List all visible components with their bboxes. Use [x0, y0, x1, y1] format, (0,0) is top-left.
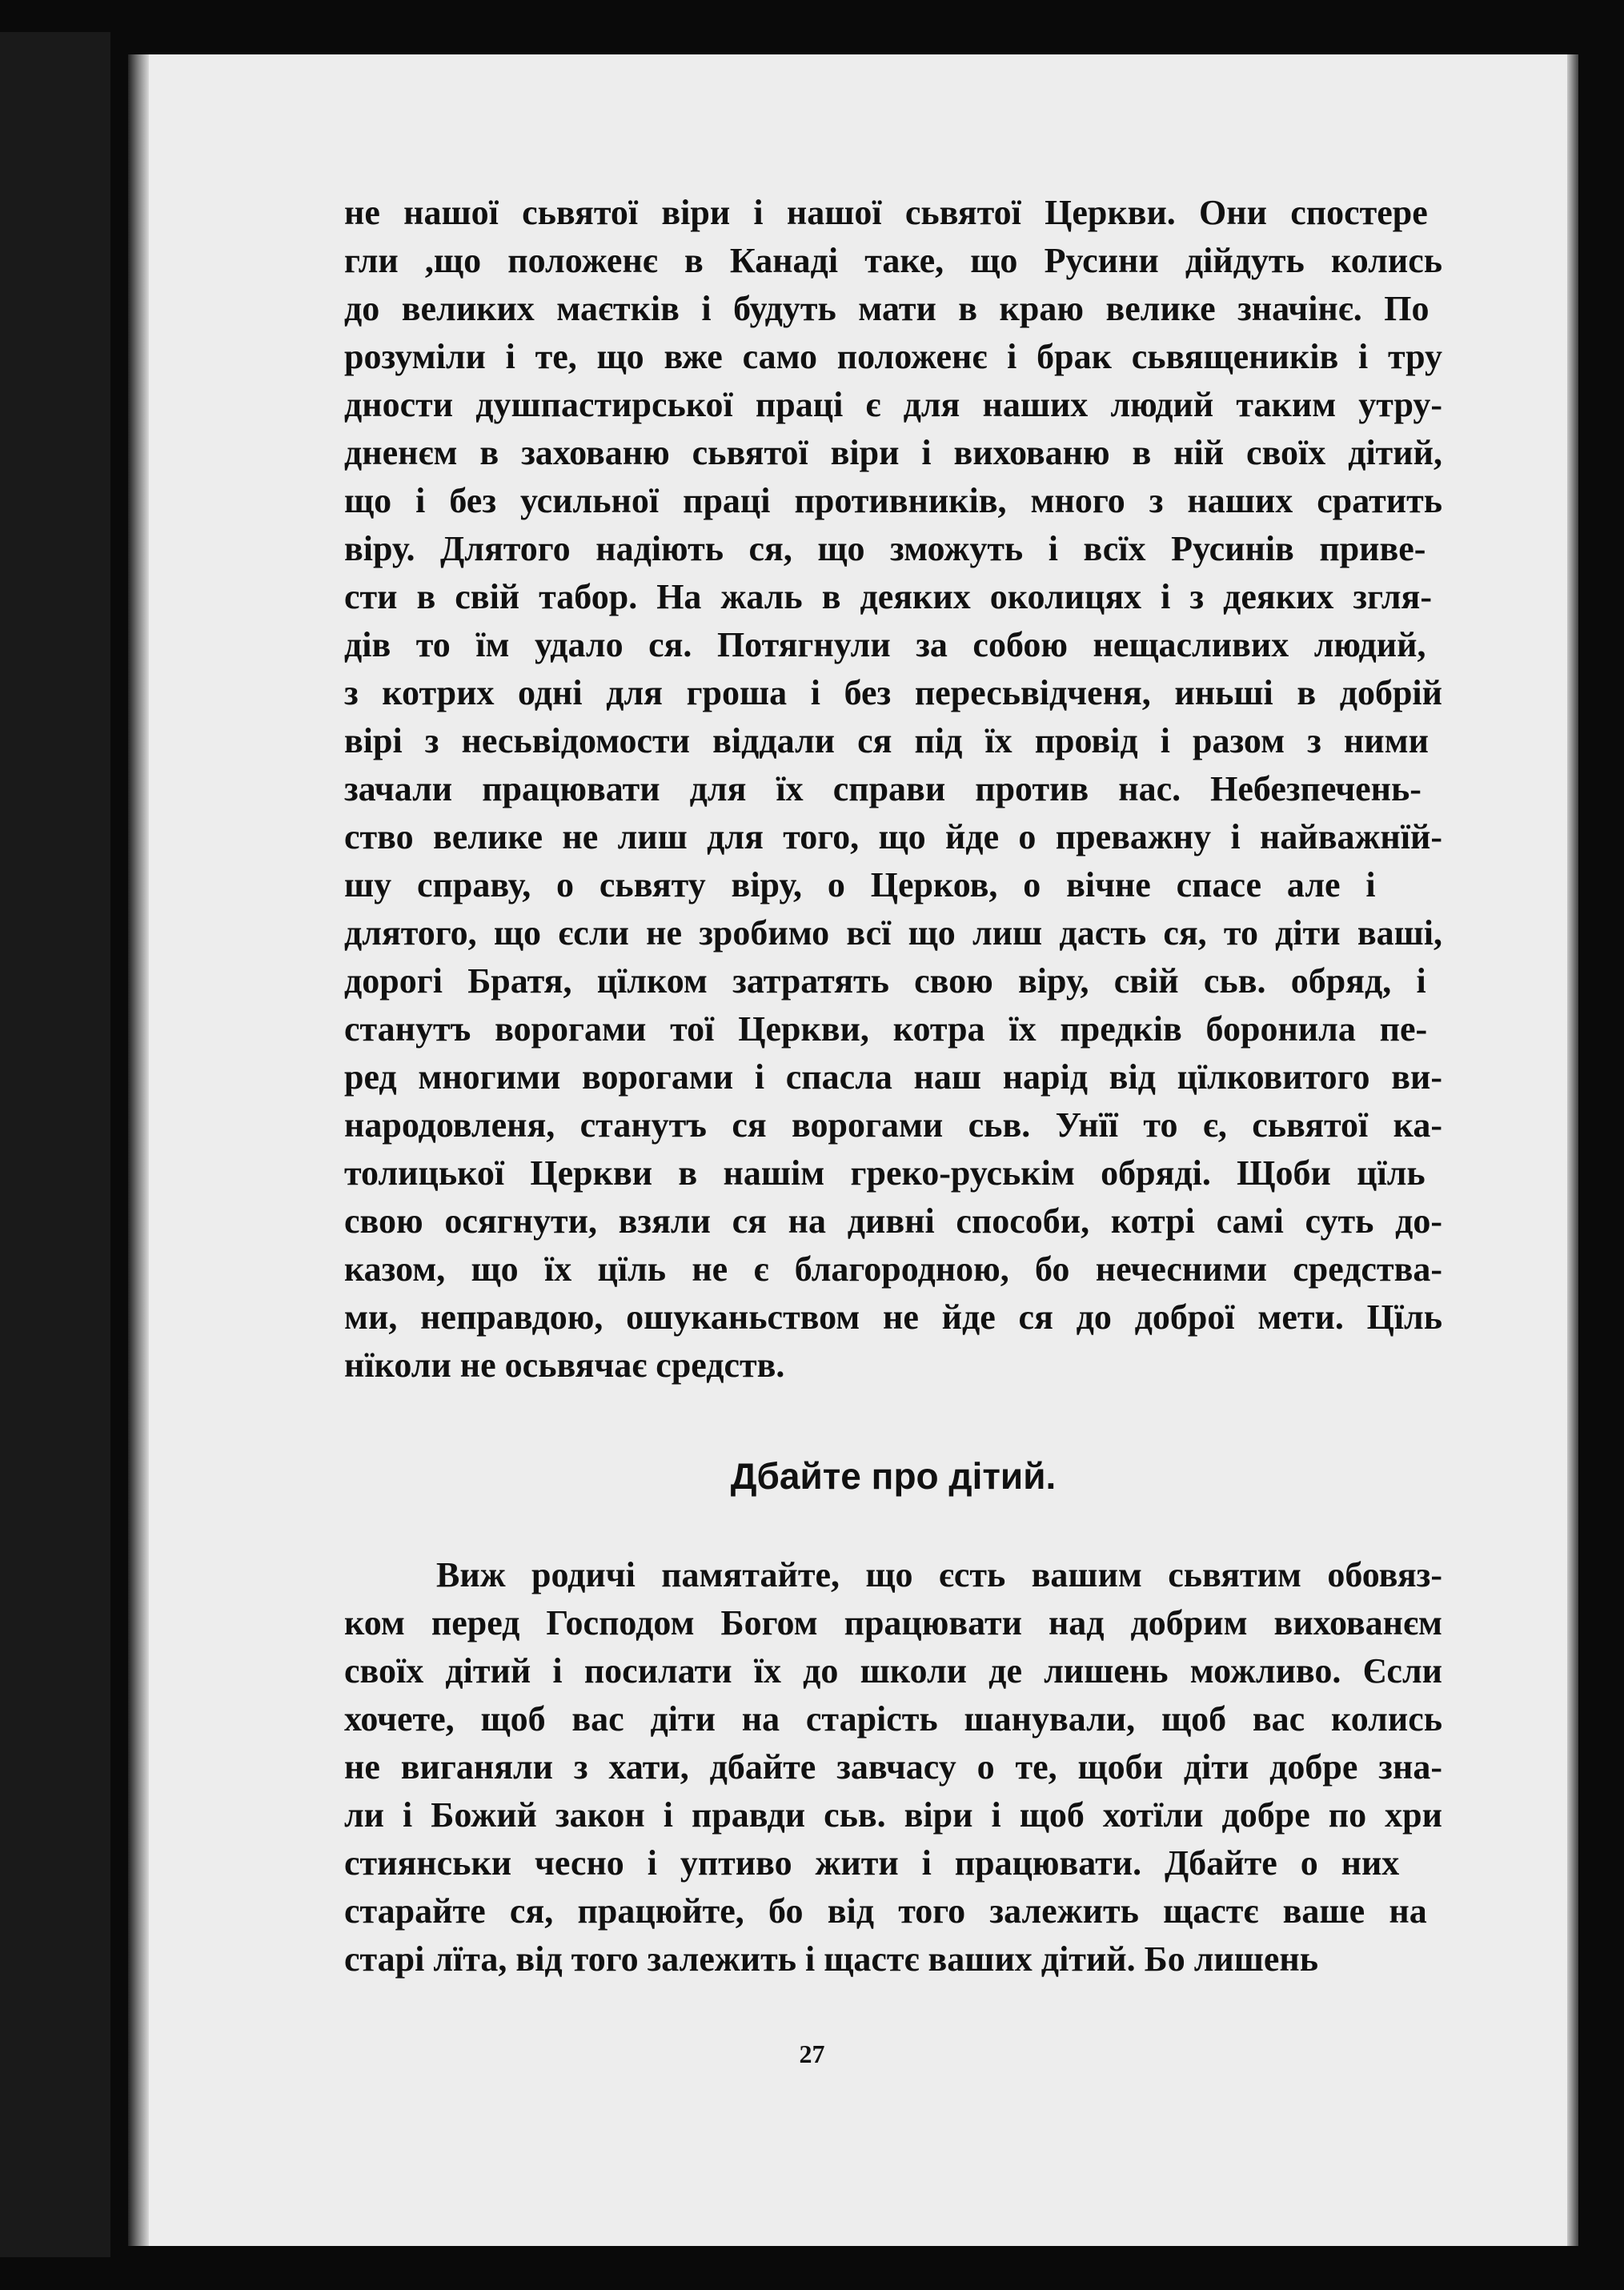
text-line: хочете, щоб вас діти на старість шанували, щоб вас колись [344, 1699, 1442, 1739]
text-line: народовленя, станутъ ся ворогами сьв. Унїї то є, сьвятої ка- [344, 1105, 1442, 1145]
text-line: розуміли і те, що вже само положенє і брак сьвящеників і тру [344, 337, 1442, 376]
text-line: дорогі Братя, цїлком затратять свою віру, свій сьв. обряд, і [344, 961, 1426, 1001]
text-line: стиянськи чесно і уптиво жити і працювати. Дбайте о них [344, 1843, 1400, 1883]
text-line: казом, що їх цїль не є благородною, бо нечесними средства- [344, 1249, 1442, 1289]
text-line: ред многими ворогами і спасла наш нарід від цїлковитого ви- [344, 1057, 1442, 1097]
text-line: длятого, що єсли не зробимо всї що лиш дасть ся, то діти ваші, [344, 913, 1442, 952]
text-line: не нашої сьвятої віри і нашої сьвятої Церкви. Они спостере [344, 193, 1428, 232]
text-line: дів то їм удало ся. Потягнули за собою нещасливих людий, [344, 625, 1426, 664]
text-line: ли і Божий закон і правди сьв. віри і щоб хотїли добре по хри [344, 1795, 1442, 1835]
text-line: гли ,що положенє в Канаді таке, що Русини дійдуть колись [344, 241, 1442, 280]
text-line: дности душпастирської праці є для наших людий таким утру- [344, 385, 1442, 424]
text-line: нїколи не осьвячає средств. [344, 1346, 785, 1385]
paragraph-1 [344, 189, 1442, 1390]
text-line: старі лїта, від того залежить і щастє ваших дітий. Бо лишень [344, 1939, 1319, 1979]
text-line: вірі з несьвідомости віддали ся під їх провід і разом з ними [344, 721, 1429, 760]
text-line: дненєм в захованю сьвятої віри і вихованю в ній своїх дітий, [344, 433, 1442, 472]
text-line: станутъ ворогами тої Церкви, котра їх предків боронила пе- [344, 1009, 1428, 1049]
text-line: толицької Церкви в нашім греко-руськім обряді. Щоби цїль [344, 1153, 1426, 1193]
text-line: ми, неправдою, ошуканьством не йде ся до доброї мети. Цїль [344, 1297, 1442, 1337]
text-line: шу справу, о сьвяту віру, о Церков, о вічне спасе але і [344, 865, 1376, 904]
text-line: віру. Длятого надіють ся, що зможуть і всїх Русинів приве- [344, 529, 1426, 568]
text-line: ком перед Господом Богом працювати над добрим вихованєм [344, 1603, 1442, 1642]
text-line: зачали працювати для їх справи против нас. Небезпечень- [344, 769, 1422, 808]
section-heading: Дбайте про дітий. [730, 1455, 1057, 1497]
adjacent-page-edge [0, 32, 110, 2257]
text-line: не виганяли з хати, дбайте завчасу о те, щоби діти добре зна- [344, 1747, 1442, 1787]
text-line: до великих маєтків і будуть мати в краю велике значінє. По [344, 289, 1430, 328]
text-line: з котрих одні для гроша і без пересьвідченя, иньші в добрій [344, 673, 1442, 712]
page-text [344, 189, 1442, 1983]
page-right-edge [1567, 54, 1578, 2246]
text-line: старайте ся, працюйте, бо від того залежить щастє ваше на [344, 1891, 1427, 1931]
text-line: своїх дітий і посилати їх до школи де лишень можливо. Єсли [344, 1651, 1442, 1690]
text-line: сти в свій табор. На жаль в деяких околицях і з деяких згля- [344, 577, 1432, 616]
page-gutter-shadow [128, 54, 149, 2246]
text-line: Виж родичі памятайте, що єсть вашим сьвятим обовяз- [436, 1555, 1442, 1594]
text-line: свою осягнути, взяли ся на дивні способи, котрі самі суть до- [344, 1201, 1442, 1241]
page-number: 27 [799, 2039, 825, 2068]
paragraph-2 [344, 1551, 1442, 1983]
text-line: що і без усильної праці противників, много з наших сратить [344, 481, 1442, 520]
text-line: ство велике не лиш для того, що йде о преважну і найважнїй- [344, 817, 1442, 856]
